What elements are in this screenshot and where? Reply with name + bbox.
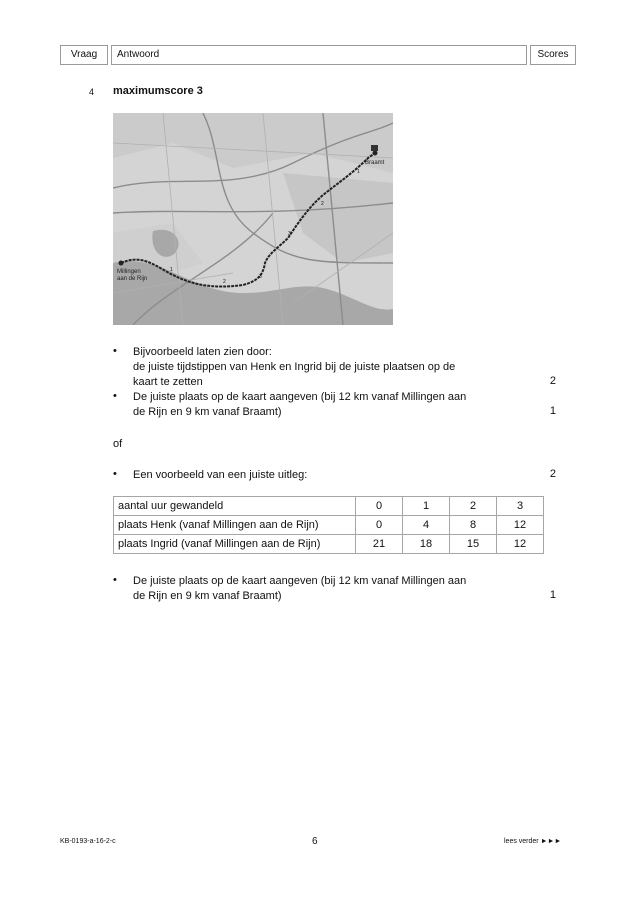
- answer-line: de Rijn en 9 km vanaf Braamt): [133, 590, 282, 602]
- map-marker: 3: [288, 231, 291, 237]
- map-marker: 2: [223, 279, 226, 285]
- table-cell: plaats Ingrid (vanaf Millingen aan de Rijn): [114, 535, 356, 554]
- table-cell: 18: [403, 535, 450, 554]
- map-label-millingen-2: aan de Rijn: [117, 276, 148, 282]
- map-label-millingen-1: Millingen: [117, 269, 141, 275]
- table-row: [114, 516, 544, 535]
- map-marker: 1: [357, 169, 360, 175]
- score-value: 2: [549, 375, 556, 387]
- table-cell: 1: [403, 497, 450, 516]
- bullet-marker: •: [113, 390, 117, 402]
- page-number: 6: [312, 836, 318, 847]
- table-cell: 8: [450, 516, 497, 535]
- map-marker: 2: [321, 201, 324, 207]
- table-cell: 12: [497, 516, 544, 535]
- header-antwoord: Antwoord: [111, 45, 527, 65]
- table-cell: 0: [356, 497, 403, 516]
- map-marker: 1: [170, 267, 173, 273]
- question-number: 4: [89, 87, 95, 97]
- route-map: [113, 113, 393, 325]
- header-scores: Scores: [530, 45, 576, 65]
- map-label-braamt: Braamt: [365, 160, 385, 166]
- table-cell: 0: [356, 516, 403, 535]
- footer-code: KB-0193-a-16-2-c: [60, 838, 116, 845]
- table-row: [114, 497, 544, 516]
- or-label: of: [113, 438, 123, 450]
- score-value: 1: [549, 405, 556, 417]
- answer-line: De juiste plaats op de kaart aangeven (bij 12 km vanaf Millingen aan: [133, 575, 467, 587]
- walking-table: [113, 496, 544, 554]
- table-cell: 12: [497, 535, 544, 554]
- answer-line: de Rijn en 9 km vanaf Braamt): [133, 406, 282, 418]
- table-cell: 21: [356, 535, 403, 554]
- map-marker: 3: [259, 274, 262, 280]
- table-cell: 4: [403, 516, 450, 535]
- table-cell: 2: [450, 497, 497, 516]
- answer-line: Bijvoorbeeld laten zien door:: [133, 346, 272, 358]
- question-title: maximumscore 3: [113, 85, 203, 97]
- table-cell: aantal uur gewandeld: [114, 497, 356, 516]
- header-vraag: Vraag: [60, 45, 108, 65]
- footer-next: lees verder ►►►: [504, 838, 562, 845]
- table-cell: 3: [497, 497, 544, 516]
- table-cell: plaats Henk (vanaf Millingen aan de Rijn): [114, 516, 356, 535]
- bullet-marker: •: [113, 345, 117, 357]
- bullet-marker: •: [113, 574, 117, 586]
- answer-line: Een voorbeeld van een juiste uitleg:: [133, 469, 308, 481]
- score-value: 1: [549, 589, 556, 601]
- table-cell: 15: [450, 535, 497, 554]
- answer-line: de juiste tijdstippen van Henk en Ingrid bij de juiste plaatsen op de: [133, 361, 456, 373]
- answer-line: De juiste plaats op de kaart aangeven (bij 12 km vanaf Millingen aan: [133, 391, 467, 403]
- score-value: 2: [549, 468, 556, 480]
- table-row: [114, 535, 544, 554]
- answer-line: kaart te zetten: [133, 376, 203, 388]
- bullet-marker: •: [113, 468, 117, 480]
